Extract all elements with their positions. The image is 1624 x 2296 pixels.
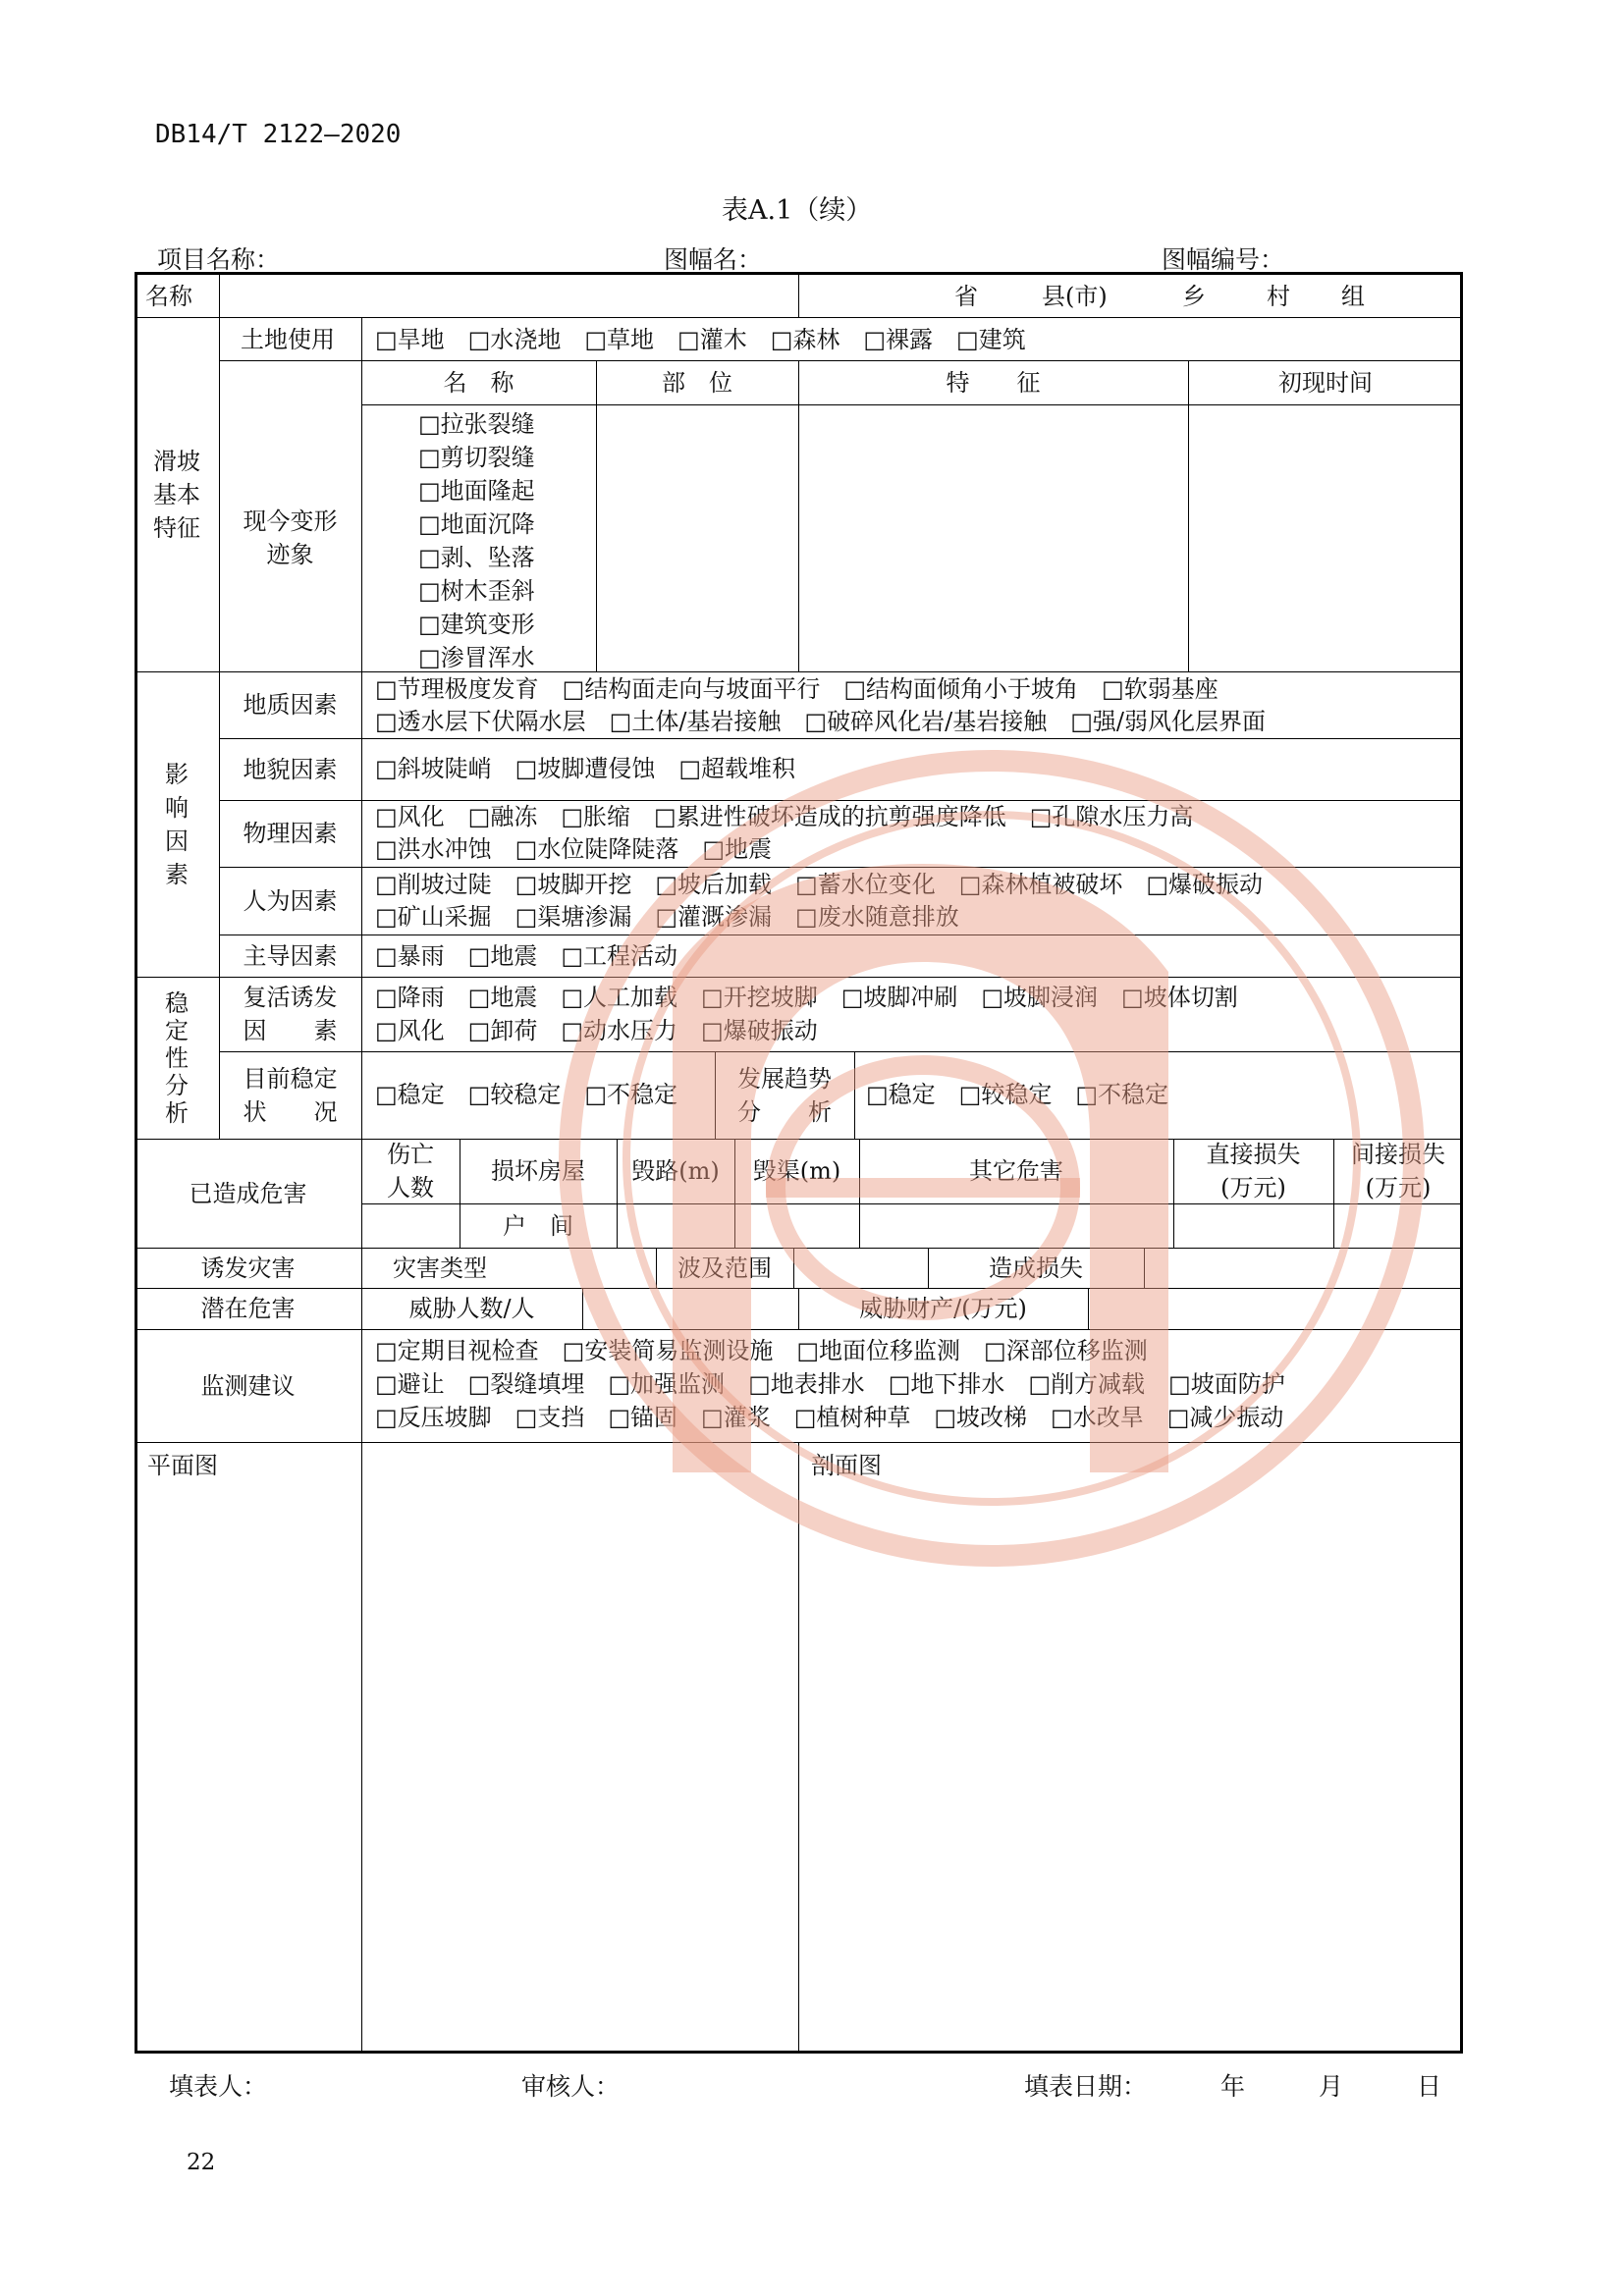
human-label: 人为因素 xyxy=(243,886,338,915)
monitoring-line-2: □避让 □裂缝填埋 □加强监测 □地表排水 □地下排水 □削方减载 □坡面防护 xyxy=(375,1370,1285,1398)
canals-label: 毁渠(m) xyxy=(752,1157,841,1185)
loc-province: 省 xyxy=(954,283,978,310)
loc-county: 县(市) xyxy=(1042,283,1108,310)
col-feature: 特 征 xyxy=(946,368,1041,397)
geology-line-1: □节理极度发育 □结构面走向与坡面平行 □结构面倾角小于坡角 □软弱基座 xyxy=(375,675,1218,703)
indirect-loss-label: 间接损失 (万元) xyxy=(1351,1141,1445,1201)
geology-label: 地质因素 xyxy=(243,691,338,719)
houses-label: 损坏房屋 xyxy=(491,1157,585,1185)
physical-line-2: □洪水冲蚀 □水位陡降陡落 □地震 xyxy=(375,835,773,863)
table-title: 表A.1（续） xyxy=(722,195,873,226)
col-name: 名 称 xyxy=(443,368,514,397)
loc-group: 组 xyxy=(1341,283,1365,310)
deformation-label: 现今变形 迹象 xyxy=(243,507,338,568)
trend-options: □稳定 □较稳定 □不稳定 xyxy=(866,1081,1169,1108)
loc-village: 村 xyxy=(1267,283,1290,310)
filler-label: 填表人： xyxy=(169,2072,268,2101)
physical-line-1: □风化 □融冻 □胀缩 □累进性破坏造成的抗剪强度降低 □孔隙水压力高 xyxy=(375,803,1194,830)
influence-label: 影 响 因 素 xyxy=(165,760,189,888)
deformation-items: □拉张裂缝 □剪切裂缝 □地面隆起 □地面沉降 □剥、坠落 □树木歪斜 □建筑变形 □渗冒浑水 xyxy=(418,410,535,671)
landform-line-1: □斜坡陡峭 □坡脚遭侵蚀 □超载堆积 xyxy=(375,755,796,782)
date-year: 年 xyxy=(1220,2072,1246,2101)
monitoring-line-3: □反压坡脚 □支挡 □锚固 □灌浆 □植树种草 □坡改梯 □水改旱 □减少振动 xyxy=(375,1404,1284,1431)
landform-label: 地貌因素 xyxy=(243,755,338,783)
col-part: 部 位 xyxy=(662,368,732,397)
monitoring-label: 监测建议 xyxy=(200,1371,296,1400)
stability-label: 稳 定 性 分 析 xyxy=(165,988,189,1127)
land-use-options: □旱地 □水浇地 □草地 □灌木 □森林 □裸露 □建筑 xyxy=(375,326,1026,353)
standard-code: DB14/T 2122—2020 xyxy=(155,120,402,149)
project-name-label: 项目名称： xyxy=(157,245,281,274)
induced-label: 诱发灾害 xyxy=(200,1254,296,1282)
main-factor-label: 主导因素 xyxy=(243,941,338,970)
induced-type: 灾害类型 xyxy=(393,1254,487,1282)
direct-loss-label: 直接损失 (万元) xyxy=(1206,1141,1301,1201)
monitoring-line-1: □定期目视检查 □安装简易监测设施 □地面位移监测 □深部位移监测 xyxy=(375,1337,1148,1364)
trend-label: 发展趋势 分 析 xyxy=(737,1064,832,1126)
basic-features-label: 滑坡 基本 特征 xyxy=(153,447,200,542)
reactivation-line-2: □风化 □卸荷 □动水压力 □爆破振动 xyxy=(375,1017,818,1044)
date-month: 月 xyxy=(1319,2072,1344,2101)
name-label: 名称 xyxy=(145,283,192,310)
roads-label: 毁路(m) xyxy=(631,1157,720,1185)
other-damage-label: 其它危害 xyxy=(969,1157,1063,1185)
potential-property: 威胁财产/(万元) xyxy=(859,1295,1027,1322)
physical-label: 物理因素 xyxy=(243,820,338,847)
induced-range: 波及范围 xyxy=(677,1254,772,1282)
main-factor-line: □暴雨 □地震 □工程活动 xyxy=(375,942,678,970)
induced-loss: 造成损失 xyxy=(989,1254,1083,1282)
col-time: 初现时间 xyxy=(1278,368,1373,397)
human-line-2: □矿山采掘 □渠塘渗漏 □灌溉渗漏 □废水随意排放 xyxy=(375,903,959,931)
fill-date-label: 填表日期： xyxy=(1024,2072,1148,2101)
current-stability-options: □稳定 □较稳定 □不稳定 xyxy=(375,1081,678,1108)
date-day: 日 xyxy=(1417,2072,1442,2101)
plan-view-label: 平面图 xyxy=(147,1452,218,1479)
page-number: 22 xyxy=(187,2150,216,2175)
section-view-label: 剖面图 xyxy=(811,1452,882,1479)
potential-label: 潜在危害 xyxy=(200,1295,296,1322)
reactivation-line-1: □降雨 □地震 □人工加载 □开挖坡脚 □坡脚冲刷 □坡脚浸润 □坡体切割 xyxy=(375,984,1238,1011)
reviewer-label: 审核人： xyxy=(521,2072,621,2101)
damage-label: 已造成危害 xyxy=(189,1179,307,1207)
loc-township: 乡 xyxy=(1182,283,1206,310)
map-number-label: 图幅编号： xyxy=(1162,245,1285,274)
land-use-label: 土地使用 xyxy=(241,326,335,353)
reactivation-label: 复活诱发 因 素 xyxy=(243,984,338,1044)
houses-unit: 户 间 xyxy=(503,1211,573,1240)
human-line-1: □削坡过陡 □坡脚开挖 □坡后加载 □蓄水位变化 □森林植被破坏 □爆破振动 xyxy=(375,871,1264,898)
current-stability-label: 目前稳定 状 况 xyxy=(243,1064,338,1126)
casualties-label: 伤亡 人数 xyxy=(387,1141,434,1201)
geology-line-2: □透水层下伏隔水层 □土体/基岩接触 □破碎风化岩/基岩接触 □强/弱风化层界面 xyxy=(375,708,1266,735)
map-name-label: 图幅名： xyxy=(664,245,763,274)
potential-people: 威胁人数/人 xyxy=(408,1295,535,1322)
